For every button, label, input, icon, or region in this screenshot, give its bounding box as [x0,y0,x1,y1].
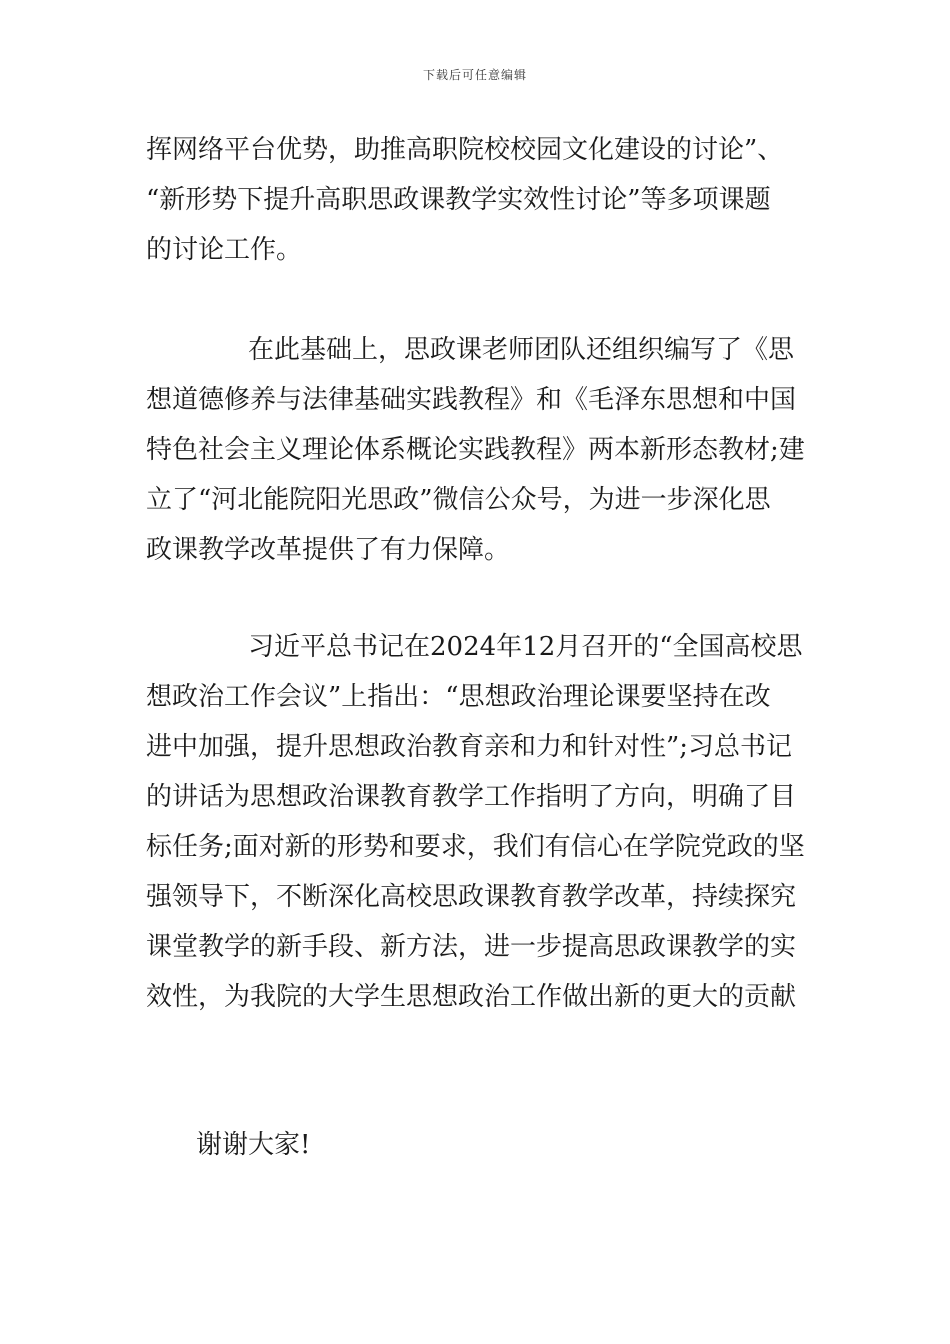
text-line: “新形势下提升高职思政课教学实效性讨论”等多项课题 [146,185,771,215]
closing-text: 谢谢大家! [196,1130,311,1160]
page-header: 下载后可任意编辑 [422,68,527,82]
text-line: 想道德修养与法律基础实践教程》和《毛泽东思想和中国 [146,385,797,415]
text-line: 标任务;面对新的形势和要求，我们有信心在学院党政的坚 [146,832,805,862]
text-line: 立了“河北能院阳光思政”微信公众号，为进一步深化思 [146,485,771,515]
text-line: 政课教学改革提供了有力保障。 [146,535,511,565]
text-line: 挥网络平台优势，助推高职院校校园文化建设的讨论”、 [146,135,784,165]
text-line: 的讨论工作。 [146,235,303,265]
text-line: 想政治工作会议”上指出：“思想政治理论课要坚持在改 [146,682,771,712]
text-line: 特色社会主义理论体系概论实践教程》两本新形态教材;建 [146,435,805,465]
text-line: 强领导下，不断深化高校思政课教育教学改革，持续探究 [146,882,797,912]
text-line: 习近平总书记在2024年12月召开的“全国高校思 [248,632,803,662]
text-line: 进中加强，提升思想政治教育亲和力和针对性”;习总书记 [146,732,793,762]
text-line: 在此基础上，思政课老师团队还组织编写了《思 [248,335,795,365]
text-line: 的讲话为思想政治课教育教学工作指明了方向，明确了目 [146,782,797,812]
text-line: 课堂教学的新手段、新方法，进一步提高思政课教学的实 [146,932,797,962]
text-line: 效性，为我院的大学生思想政治工作做出新的更大的贡献 [146,982,797,1012]
